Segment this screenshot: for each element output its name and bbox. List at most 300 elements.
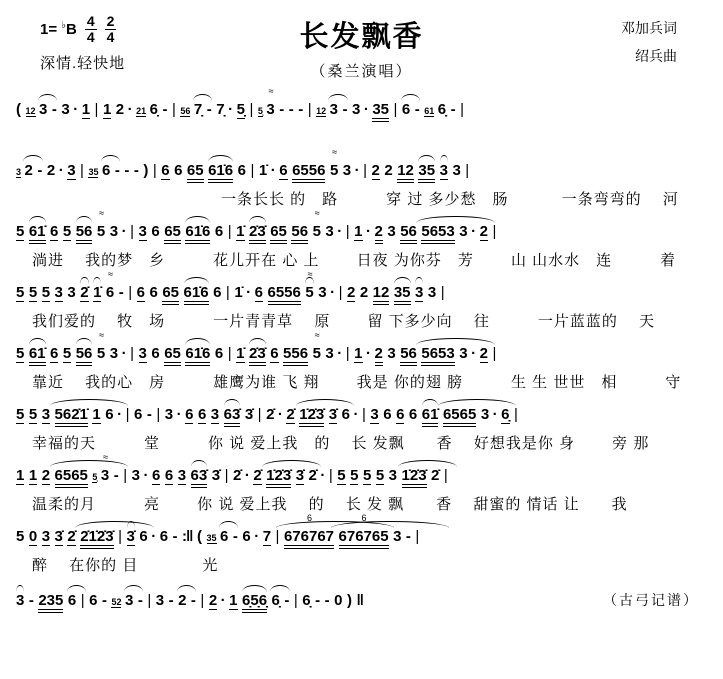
sustain-dash: - <box>137 592 143 609</box>
slur-arc <box>50 399 128 406</box>
note: 6̣5̣6̣ <box>242 593 267 613</box>
music-line-1 <box>16 88 713 149</box>
note: 5 <box>16 528 25 545</box>
sheet-header <box>0 0 723 82</box>
note: 1̇ <box>234 284 243 301</box>
note: 2 <box>25 163 33 178</box>
note: 1 <box>28 467 38 484</box>
note: 3̇ <box>127 529 135 546</box>
sustain-dash: - <box>324 592 330 609</box>
ornament-mark: ≈ <box>268 86 273 96</box>
slur-arc <box>184 277 209 284</box>
note: 1 <box>16 467 25 484</box>
slur-arc <box>76 216 93 223</box>
note: 1̇2̇3̇ <box>266 468 291 488</box>
note: 3 <box>109 223 119 240</box>
note: 5 <box>16 345 25 362</box>
note: 1 <box>81 101 91 118</box>
grace-note: 5̣ <box>92 472 98 482</box>
slur-arc <box>38 94 58 101</box>
grace-note: 61 <box>424 106 435 116</box>
note: 2 <box>208 592 218 609</box>
barline: | <box>130 345 134 362</box>
note: 56 <box>400 224 417 244</box>
parenthesis: ( <box>197 528 202 545</box>
barline: | <box>415 528 420 545</box>
note: 61̇6 <box>208 163 233 183</box>
note: 5 <box>16 284 25 301</box>
note: 1 <box>92 406 101 423</box>
note: 3 <box>480 406 490 423</box>
ts1-denominator: 4 <box>86 28 95 45</box>
note: 6 <box>134 406 143 423</box>
note: 6 <box>270 345 279 362</box>
augmentation-dot: · <box>121 345 127 362</box>
note: 6 <box>185 406 194 423</box>
grace-note: 12 <box>316 106 327 116</box>
slur-arc <box>193 94 213 101</box>
note: 2 <box>41 467 51 484</box>
note: 63̇ <box>191 468 208 488</box>
sustain-dash: - <box>113 467 119 484</box>
augmentation-dot: · <box>244 467 250 484</box>
note: 5 <box>337 467 346 484</box>
ornament-mark: 6 <box>361 513 366 523</box>
barline: | <box>227 345 232 362</box>
note: 6 ≈ <box>105 269 115 301</box>
music-area <box>0 82 723 637</box>
slur-arc <box>16 585 24 592</box>
sustain-dash: - <box>114 162 120 179</box>
note: 61̇6 <box>185 346 210 366</box>
note: 3 <box>370 406 379 423</box>
note: 6 <box>50 223 59 240</box>
barline: | <box>338 284 343 301</box>
note: 3 <box>39 102 47 117</box>
note: 5 <box>16 406 25 423</box>
barline: | <box>293 592 298 609</box>
note: 5 <box>350 467 359 484</box>
sustain-dash: - <box>405 528 411 545</box>
note: 6 <box>174 162 183 179</box>
slur-arc <box>93 277 101 284</box>
note: 3 <box>325 223 334 240</box>
lyrics-line: 温柔的月 亮 你 说 爱上我 的 长 发 飘 香 甜蜜的 情话 让 我 <box>32 496 628 513</box>
lyricist-credit: 邓加兵词 <box>621 20 677 36</box>
note: 2 <box>479 345 488 362</box>
note: 2 <box>346 284 356 301</box>
slur-arc <box>191 460 208 467</box>
barline: | <box>257 406 262 423</box>
time-signature-2 <box>105 14 117 44</box>
note: 6 <box>151 345 160 362</box>
note: 6 <box>102 163 110 178</box>
barline: | <box>275 528 280 545</box>
note: 3 <box>387 223 396 240</box>
slur-arc <box>208 155 233 162</box>
note: 3 <box>61 101 70 118</box>
ornament-mark: ≈ <box>332 147 337 157</box>
note: 35 <box>418 163 435 183</box>
barline: | <box>172 101 176 118</box>
music-line-2 <box>16 149 713 210</box>
note: 6 <box>383 406 392 423</box>
song-title: 长发飘香 <box>299 21 424 53</box>
note: 2̇ <box>67 528 76 545</box>
note: 3 ≈ <box>100 452 110 484</box>
slur-arc <box>296 399 355 406</box>
slur-arc <box>270 585 290 592</box>
note: 3 <box>138 223 147 240</box>
note: 6 <box>254 284 263 301</box>
note: 7̣ <box>194 102 202 117</box>
note: 2 <box>359 284 369 301</box>
lyrics-line: 我们爱的 牧 场 一片青青草 原 留 下多少向 往 一片蓝蓝的 天 <box>32 313 656 330</box>
ts1-numerator: 4 <box>86 13 95 29</box>
augmentation-dot: · <box>151 528 157 545</box>
key-note: B <box>66 21 77 39</box>
slur-arc <box>415 277 423 284</box>
note: 7̣ <box>216 101 225 118</box>
note: 5 <box>16 223 25 240</box>
performer-credit: （桑兰演唱） <box>310 63 413 80</box>
note: 5 ≈ <box>305 269 314 301</box>
note: 6 <box>152 467 161 484</box>
note: 3 <box>388 467 398 484</box>
grace-note: 35 <box>206 533 217 543</box>
note: 56 <box>400 346 417 366</box>
note: 6 <box>408 406 418 423</box>
notation-row <box>16 210 713 246</box>
slur-arc <box>401 94 421 101</box>
note: 3 <box>54 284 63 301</box>
note: 56 <box>76 346 93 366</box>
parenthesis: ) <box>346 592 352 609</box>
note: 1̇ <box>258 162 268 179</box>
slur-arc <box>29 216 46 223</box>
augmentation-dot: · <box>58 162 64 179</box>
grace-note: 52 <box>111 597 122 607</box>
sustain-dash: - <box>190 592 196 609</box>
note: 2̇ <box>232 467 242 484</box>
note: 6 <box>105 406 114 423</box>
note: 6 <box>396 406 405 423</box>
slur-arc <box>127 521 135 528</box>
barline: | <box>492 345 497 362</box>
note: 6 <box>151 223 160 240</box>
barline: | <box>128 284 133 301</box>
note: 5 <box>375 467 385 484</box>
augmentation-dot: · <box>73 101 79 118</box>
augmentation-dot: · <box>270 162 276 179</box>
slur-arc <box>29 338 46 345</box>
note: 6 <box>139 528 148 545</box>
grace-note: 3 <box>16 167 22 177</box>
barline: | <box>118 528 122 545</box>
note: 6 <box>341 406 350 423</box>
note: 2 <box>479 223 488 240</box>
slur-arc <box>80 277 88 284</box>
note: 1 <box>354 345 363 362</box>
grace-note: 56 <box>180 106 191 116</box>
sustain-dash: - <box>284 592 290 609</box>
note: 3 <box>67 284 76 301</box>
music-line-6 <box>16 393 713 454</box>
note: 12 <box>397 163 414 183</box>
sustain-dash: - <box>206 101 212 118</box>
barline: | <box>80 162 84 179</box>
augmentation-dot: · <box>176 406 182 423</box>
note: 3 <box>210 406 220 423</box>
music-line-7 <box>16 454 713 515</box>
note: 6̣ <box>501 406 510 423</box>
augmentation-dot: · <box>228 101 234 118</box>
barline: | <box>94 101 99 118</box>
note: 56 <box>291 224 308 244</box>
augmentation-dot: · <box>363 101 369 118</box>
key-tempo-block <box>0 14 299 73</box>
slur-arc <box>418 155 435 162</box>
barline: | <box>514 406 518 423</box>
lyrics-line: 幸福的天 堂 你 说 爱上我 的 长 发飘 香 好想我是你 身 旁 那 <box>32 435 650 452</box>
note: 1̇ <box>236 345 245 362</box>
note: 6 <box>149 284 158 301</box>
note: 6565 <box>443 407 476 427</box>
sustain-dash: - <box>124 162 130 179</box>
sustain-dash: - <box>172 528 178 545</box>
ornament-mark: ≈ <box>307 269 312 279</box>
note: 61̇ <box>422 407 439 427</box>
barline: | <box>443 467 448 484</box>
note: 3 <box>393 528 402 545</box>
note: 6 <box>89 592 98 609</box>
augmentation-dot: · <box>353 406 359 423</box>
notation-row <box>16 393 713 429</box>
barline: | <box>80 592 85 609</box>
note: 3 <box>125 593 133 608</box>
note: 1 <box>102 101 112 118</box>
note: 3 <box>16 593 24 608</box>
title-block <box>299 14 423 81</box>
parenthesis: ( <box>16 101 21 118</box>
notation-row <box>16 149 713 185</box>
note: 6556 <box>268 285 301 305</box>
note: 6556 <box>292 163 325 183</box>
augmentation-dot: · <box>492 406 498 423</box>
barline: | <box>361 406 366 423</box>
slur-arc <box>331 521 449 528</box>
parenthesis: ) <box>143 162 149 179</box>
sustain-dash: - <box>414 101 420 118</box>
ornament-mark: ≈ <box>99 330 104 340</box>
augmentation-dot: · <box>254 528 260 545</box>
note: 5 ≈ <box>96 208 106 240</box>
note: 3 <box>67 162 76 179</box>
note: 3 <box>155 592 165 609</box>
note: 676767 6 <box>284 529 334 549</box>
augmentation-dot: · <box>121 223 127 240</box>
slur-arc <box>177 585 197 592</box>
note: 35 <box>394 285 411 305</box>
sustain-dash: - <box>342 101 348 118</box>
note: 2 <box>384 162 393 179</box>
note: 3 <box>351 101 361 118</box>
note: 3 <box>318 284 327 301</box>
note: 3̇ <box>295 467 305 484</box>
note: 1 <box>229 592 238 609</box>
note: 2̇ <box>286 406 295 423</box>
barline: | <box>147 592 152 609</box>
slur-arc <box>328 94 348 101</box>
barline: | <box>393 101 398 118</box>
sustain-dash: - <box>51 101 57 118</box>
note: 61̇6 <box>185 224 210 244</box>
barline: | <box>130 223 134 240</box>
music-line-9 <box>16 576 713 637</box>
grace-note: 21 <box>136 106 147 116</box>
slur-arc <box>416 338 494 345</box>
note: 3 <box>325 345 334 362</box>
note: 2̇ <box>431 467 440 484</box>
slur-arc <box>249 216 266 223</box>
slur-arc <box>185 216 210 223</box>
note: 1 <box>354 223 363 240</box>
note: 3 <box>459 345 468 362</box>
augmentation-dot: · <box>471 223 477 240</box>
note: 2 <box>178 593 186 608</box>
note: 3 <box>131 467 141 484</box>
note: 562̇1̇ <box>55 407 88 427</box>
note: 5 ≈ <box>96 330 106 362</box>
sustain-dash: - <box>232 528 238 545</box>
note: 6 <box>50 345 59 362</box>
barline: | <box>345 345 350 362</box>
note: 0 <box>28 528 38 545</box>
augmentation-dot: · <box>337 223 343 240</box>
note: 61̇ <box>29 346 46 366</box>
note: 65 <box>270 224 287 244</box>
slur-arc <box>219 521 239 528</box>
slur-arc <box>101 155 121 162</box>
final-barline: ‖ <box>356 592 363 609</box>
barline: | <box>249 101 254 118</box>
ornament-mark: ≈ <box>108 269 113 279</box>
note: 3 <box>41 528 51 545</box>
tempo-expression: 深情.轻快地 <box>40 55 126 73</box>
augmentation-dot: · <box>220 592 226 609</box>
note: 6565 <box>55 468 88 488</box>
note: 1̇2̇3̇ <box>299 407 324 427</box>
note: 5 <box>62 345 72 362</box>
note: 65 <box>162 285 179 305</box>
lyrics-line: 一条长长 的 路 穿 过 多少愁 肠 一条弯弯的 河 <box>221 191 679 208</box>
note: 3 <box>440 163 448 180</box>
slur-arc <box>242 585 267 592</box>
note: 5 <box>28 406 38 423</box>
augmentation-dot: · <box>330 284 336 301</box>
augmentation-dot: · <box>127 101 133 118</box>
slur-arc <box>23 155 43 162</box>
slur-arc <box>416 216 494 223</box>
note: 6 <box>197 406 207 423</box>
note: 6 <box>279 162 288 179</box>
note: 5 ≈ <box>329 147 339 179</box>
notation-annotation: （古弓记谱） <box>603 592 699 608</box>
barline: | <box>227 223 232 240</box>
note: 6 <box>237 162 246 179</box>
augmentation-dot: · <box>337 345 343 362</box>
note: 6 <box>213 284 222 301</box>
note: 35 <box>372 102 389 122</box>
notation-row <box>16 454 713 490</box>
barline: | <box>460 101 465 118</box>
slur-arc <box>440 155 448 162</box>
sustain-dash: - <box>162 101 168 118</box>
slur-arc <box>76 338 93 345</box>
grace-note: 12 <box>25 106 36 116</box>
note: 3 <box>41 406 51 423</box>
note: 0 <box>334 592 343 609</box>
slur-arc <box>438 399 516 406</box>
slur-arc <box>185 338 210 345</box>
slur-arc <box>67 585 87 592</box>
note: 3 <box>109 345 119 362</box>
note: 676765 6 <box>339 529 389 549</box>
notation-row <box>16 576 713 612</box>
barline: | <box>363 162 368 179</box>
lyrics-line: 靠近 我的心 房 雄鹰为谁 飞 翔 我是 你的翅 膀 生 生 世世 相 守 <box>32 374 682 391</box>
augmentation-dot: · <box>320 467 326 484</box>
note: 3̇ <box>54 528 63 545</box>
slur-arc <box>50 460 128 467</box>
note: 1̇ <box>93 285 101 302</box>
note: 56 <box>76 224 93 244</box>
notation-row <box>16 271 713 307</box>
ornament-mark: ≈ <box>314 208 319 218</box>
slur-arc <box>398 460 457 467</box>
note: 6 <box>214 345 224 362</box>
sustain-dash: - <box>168 592 174 609</box>
augmentation-dot: · <box>366 345 371 362</box>
sustain-dash: - <box>288 101 294 118</box>
note: 3 <box>387 345 396 362</box>
note: 6 <box>214 223 224 240</box>
note: 5 <box>362 467 372 484</box>
notation-row <box>16 332 713 368</box>
barline: | <box>465 162 470 179</box>
note: 3 <box>164 406 174 423</box>
slur-arc <box>262 460 321 467</box>
note: 5 ≈ <box>312 208 321 240</box>
barline: | <box>152 162 157 179</box>
barline: | <box>492 223 497 240</box>
augmentation-dot: · <box>277 406 283 423</box>
barline: | <box>125 406 130 423</box>
note: 5653 <box>421 224 454 244</box>
note: 2̇3̇ <box>249 346 266 366</box>
note: 3 <box>330 102 338 117</box>
note: 556 <box>283 346 308 366</box>
lyrics-line: 醉 在你的 目 光 <box>32 557 219 574</box>
note: 2 <box>375 346 383 366</box>
note: 3 <box>452 162 461 179</box>
note: 2̇ <box>253 467 262 484</box>
note: 6 <box>68 593 76 608</box>
note: 5653 <box>421 346 454 366</box>
barline: | <box>225 284 230 301</box>
note: 2̇1̇2̇3̇ <box>80 529 113 549</box>
note: 65 <box>164 346 181 366</box>
